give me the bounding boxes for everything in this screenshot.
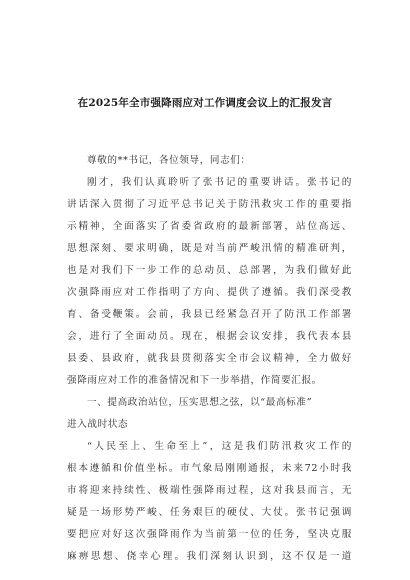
paragraph-line: 也是对我们下一步工作的总动员、总部署，为我们做好此: [67, 265, 352, 276]
paragraph-line: 县委、县政府，就我县贯彻落实全市会议精神，全力做好: [67, 353, 352, 364]
paragraph-line: 思想深刻、要求明确，既是对当前严峻汛情的精准研判，: [67, 243, 352, 254]
paragraph-line: 育、备受鞭策。会前，我县已经紧急召开了防汛工作部署: [67, 309, 352, 320]
paragraph-line: 麻痹思想、侥幸心理。我们深刻认识到，这不仅是一道: [67, 551, 352, 562]
document-title: 在2025年全市强降雨应对工作调度会议上的汇报发言: [77, 97, 333, 109]
paragraph-line: 强降雨应对工作的准备情况和下一步举措，作简要汇报。: [67, 375, 322, 386]
paragraph-line: 疑是一场形势严峻、任务艰巨的硬仗、大仗。张书记强调: [67, 507, 352, 518]
paragraph-line: 会，进行了全面动员。现在，根据会议安排，我代表本县: [67, 331, 352, 342]
paragraph-line: 要把应对好这次强降雨作为当前第一位的任务，坚决克服: [67, 529, 352, 540]
paragraph-line: 次强降雨应对工作指明了方向、提供了遵循。我们深受教: [67, 287, 352, 298]
paragraph-line: 示精神，全面落实了省委省政府的最新部署，站位高远、: [67, 221, 352, 232]
paragraph-line: 市将迎来持续性、极端性强降雨过程，这对我县而言，无: [67, 485, 352, 496]
paragraph-line: 根本遵循和价值坐标。市气象局刚刚通报，未来72小时我: [67, 463, 352, 474]
document-body: [67, 150, 352, 568]
salutation: 尊敬的**书记，各位领导，同志们：: [87, 155, 251, 166]
paragraph-line: “人民至上、生命至上”，这是我们防汛救灾工作的: [87, 441, 352, 452]
paragraph-line: 刚才，我们认真聆听了张书记的重要讲话。张书记的: [87, 177, 352, 188]
paragraph-line: 讲话深入贯彻了习近平总书记关于防汛救灾工作的重要指: [67, 199, 352, 210]
section-heading: 一、提高政治站位，压实思想之弦，以“最高标准”: [87, 397, 313, 408]
section-heading-continuation: 进入战时状态: [67, 419, 129, 430]
